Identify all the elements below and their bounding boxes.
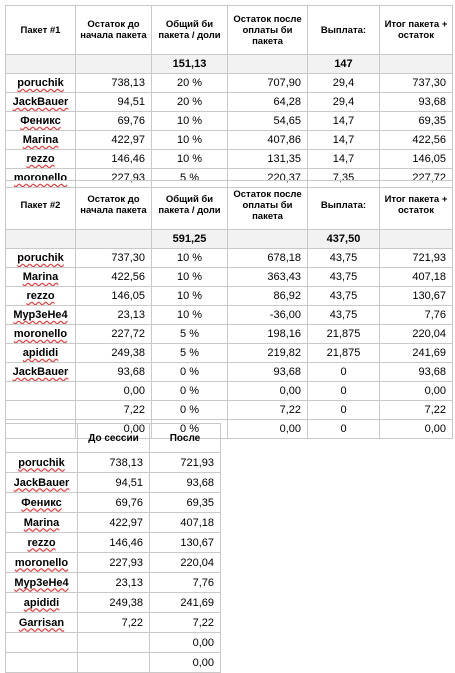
empty-cell[interactable] — [76, 55, 152, 74]
payout-cell[interactable]: 43,75 — [308, 249, 380, 268]
share-cell[interactable]: 10 % — [152, 249, 228, 268]
start-balance-cell[interactable]: 23,13 — [76, 306, 152, 325]
table-row — [6, 493, 221, 513]
after-payment-cell[interactable]: 64,28 — [228, 93, 308, 112]
summary-body — [6, 453, 221, 673]
packet-2-total-bi[interactable]: 591,25 — [152, 230, 228, 249]
table-row — [6, 382, 453, 401]
table-row — [6, 112, 453, 131]
empty-cell[interactable] — [228, 55, 308, 74]
player-name: Garrisan — [18, 616, 65, 629]
payout-cell[interactable]: 21,875 — [308, 325, 380, 344]
player-name: rezzo — [26, 153, 55, 165]
player-name-cell[interactable] — [6, 93, 76, 112]
start-balance-cell[interactable]: 93,68 — [76, 363, 152, 382]
after-payment-cell[interactable]: 198,16 — [228, 325, 308, 344]
table-row — [6, 74, 453, 93]
after-session-cell[interactable]: 241,69 — [150, 593, 221, 613]
start-balance-cell[interactable]: 227,72 — [76, 325, 152, 344]
after-session-cell[interactable]: 130,67 — [150, 533, 221, 553]
player-name: Marina — [22, 134, 59, 146]
table-row — [6, 453, 221, 473]
table-row — [6, 325, 453, 344]
packet-1-totals-row — [6, 55, 453, 74]
table-row — [6, 533, 221, 553]
player-name: apididi — [23, 596, 60, 609]
header-after-payment[interactable]: Остаток после оплаты би пакета — [228, 181, 308, 230]
after-payment-cell[interactable]: 678,18 — [228, 249, 308, 268]
empty-cell[interactable] — [6, 55, 76, 74]
final-cell[interactable]: 220,04 — [380, 325, 453, 344]
payout-cell[interactable]: 0 — [308, 363, 380, 382]
before-session-cell[interactable]: 738,13 — [78, 453, 150, 473]
player-name: Мур3еНе4 — [14, 576, 69, 589]
before-session-cell[interactable]: 23,13 — [78, 573, 150, 593]
after-payment-cell[interactable]: 54,65 — [228, 112, 308, 131]
player-name: poruchik — [18, 456, 65, 469]
final-cell[interactable]: 7,76 — [380, 306, 453, 325]
after-session-cell[interactable]: 0,00 — [150, 633, 221, 653]
header-after-session[interactable]: После — [150, 424, 221, 453]
share-cell[interactable]: 10 % — [152, 268, 228, 287]
payout-cell[interactable]: 29,4 — [308, 74, 380, 93]
player-name-cell[interactable] — [6, 325, 76, 344]
empty-cell[interactable] — [6, 424, 78, 453]
player-name-cell[interactable] — [6, 249, 76, 268]
share-cell[interactable]: 10 % — [152, 112, 228, 131]
table-row — [6, 653, 221, 673]
payout-cell[interactable]: 0 — [308, 401, 380, 420]
player-name-cell[interactable] — [6, 473, 78, 493]
player-name-cell[interactable] — [6, 453, 78, 473]
table-row — [6, 613, 221, 633]
before-session-cell[interactable]: 146,46 — [78, 533, 150, 553]
player-name-cell[interactable] — [6, 593, 78, 613]
final-cell[interactable]: 721,93 — [380, 249, 453, 268]
table-row — [6, 268, 453, 287]
after-session-cell[interactable]: 93,68 — [150, 473, 221, 493]
final-cell[interactable]: 69,35 — [380, 112, 453, 131]
start-balance-cell[interactable]: 249,38 — [76, 344, 152, 363]
player-name: Феникс — [21, 496, 62, 509]
after-payment-cell[interactable]: 0,00 — [228, 420, 308, 439]
player-name-cell[interactable] — [6, 306, 76, 325]
start-balance-cell[interactable]: 738,13 — [76, 74, 152, 93]
payout-cell[interactable]: 0 — [308, 382, 380, 401]
payout-cell[interactable]: 21,875 — [308, 344, 380, 363]
after-payment-cell[interactable]: 93,68 — [228, 363, 308, 382]
table-row — [6, 93, 453, 112]
payout-cell[interactable]: 14,7 — [308, 150, 380, 169]
player-name: Феникс — [20, 115, 61, 127]
packet-2-total-payout[interactable]: 437,50 — [308, 230, 380, 249]
share-cell[interactable]: 0 % — [152, 363, 228, 382]
start-balance-cell[interactable]: 422,97 — [76, 131, 152, 150]
table-row — [6, 401, 453, 420]
table-row — [6, 150, 453, 169]
share-cell[interactable]: 0 % — [152, 401, 228, 420]
player-name: poruchik — [17, 252, 64, 264]
before-session-cell[interactable]: 249,38 — [78, 593, 150, 613]
player-name-cell[interactable] — [6, 533, 78, 553]
payout-cell[interactable]: 7,35 — [308, 169, 380, 188]
start-balance-cell[interactable]: 146,46 — [76, 150, 152, 169]
after-session-cell[interactable]: 0,00 — [150, 653, 221, 673]
player-name: JackBauer — [13, 476, 70, 489]
player-name-cell[interactable] — [6, 268, 76, 287]
share-cell[interactable]: 20 % — [152, 74, 228, 93]
header-final[interactable]: Итог пакета + остаток — [380, 6, 453, 55]
before-session-cell[interactable]: 94,51 — [78, 473, 150, 493]
empty-cell[interactable] — [380, 55, 453, 74]
table-row — [6, 306, 453, 325]
packet-2-table — [5, 180, 453, 439]
after-payment-cell[interactable]: 707,90 — [228, 74, 308, 93]
player-name-cell[interactable] — [6, 363, 76, 382]
packet-1-total-bi[interactable]: 151,13 — [152, 55, 228, 74]
packet-1-body — [6, 74, 453, 188]
player-name: moronello — [13, 328, 68, 340]
payout-cell[interactable]: 0 — [308, 420, 380, 439]
after-payment-cell[interactable]: 131,35 — [228, 150, 308, 169]
after-session-cell[interactable]: 7,76 — [150, 573, 221, 593]
after-payment-cell[interactable]: 0,00 — [228, 382, 308, 401]
empty-cell[interactable] — [6, 230, 76, 249]
player-name: JackBauer — [12, 96, 69, 108]
final-cell[interactable]: 737,30 — [380, 74, 453, 93]
after-payment-cell[interactable]: -36,00 — [228, 306, 308, 325]
summary-header-row — [6, 424, 221, 453]
packet-1-header-row — [6, 6, 453, 55]
after-payment-cell[interactable]: 220,37 — [228, 169, 308, 188]
packet-2-totals-row — [6, 230, 453, 249]
share-cell[interactable]: 10 % — [152, 150, 228, 169]
start-balance-cell[interactable]: 69,76 — [76, 112, 152, 131]
table-row — [6, 131, 453, 150]
player-name-cell[interactable] — [6, 287, 76, 306]
final-cell[interactable]: 0,00 — [380, 420, 453, 439]
before-session-cell[interactable]: 422,97 — [78, 513, 150, 533]
final-cell[interactable]: 0,00 — [380, 382, 453, 401]
after-payment-cell[interactable]: 7,22 — [228, 401, 308, 420]
after-session-cell[interactable]: 220,04 — [150, 553, 221, 573]
player-name: apididi — [22, 347, 59, 359]
before-session-cell[interactable]: 69,76 — [78, 493, 150, 513]
table-row — [6, 473, 221, 493]
player-name: poruchik — [17, 77, 64, 89]
share-cell[interactable]: 10 % — [152, 131, 228, 150]
final-cell[interactable]: 227,72 — [380, 169, 453, 188]
start-balance-cell[interactable]: 0,00 — [76, 382, 152, 401]
start-balance-cell[interactable]: 94,51 — [76, 93, 152, 112]
table-row — [6, 593, 221, 613]
player-name-cell[interactable] — [6, 493, 78, 513]
after-payment-cell[interactable]: 219,82 — [228, 344, 308, 363]
payout-cell[interactable]: 14,7 — [308, 131, 380, 150]
header-payout[interactable]: Выплата: — [308, 6, 380, 55]
payout-cell[interactable]: 14,7 — [308, 112, 380, 131]
player-name: Marina — [22, 271, 59, 283]
header-start-balance[interactable]: Остаток до начала пакета — [76, 6, 152, 55]
final-cell[interactable]: 93,68 — [380, 93, 453, 112]
packet-1-table — [5, 5, 453, 188]
player-name-cell[interactable] — [6, 112, 76, 131]
share-cell[interactable]: 5 % — [152, 325, 228, 344]
start-balance-cell[interactable]: 7,22 — [76, 401, 152, 420]
packet-2-body — [6, 249, 453, 439]
after-session-cell[interactable]: 407,18 — [150, 513, 221, 533]
payout-cell[interactable]: 43,75 — [308, 268, 380, 287]
player-name-cell[interactable] — [6, 74, 76, 93]
table-row — [6, 287, 453, 306]
header-total-bi[interactable]: Общий би пакета / доли — [152, 6, 228, 55]
after-payment-cell[interactable]: 86,92 — [228, 287, 308, 306]
empty-cell[interactable] — [380, 230, 453, 249]
share-cell[interactable]: 10 % — [152, 287, 228, 306]
after-session-cell[interactable]: 721,93 — [150, 453, 221, 473]
table-row — [6, 513, 221, 533]
payout-cell[interactable]: 43,75 — [308, 306, 380, 325]
header-final[interactable]: Итог пакета + остаток — [380, 181, 453, 230]
player-name: moronello — [14, 556, 69, 569]
packet-1-total-payout[interactable]: 147 — [308, 55, 380, 74]
header-after-payment[interactable]: Остаток после оплаты би пакета — [228, 6, 308, 55]
player-name-cell[interactable] — [6, 553, 78, 573]
share-cell[interactable]: 5 % — [152, 169, 228, 188]
start-balance-cell[interactable]: 227,93 — [76, 169, 152, 188]
player-name: Marina — [23, 516, 60, 529]
player-name-cell[interactable] — [6, 613, 78, 633]
packet-2-title[interactable]: Пакет #2 — [6, 181, 76, 230]
empty-cell[interactable] — [76, 230, 152, 249]
table-row — [6, 573, 221, 593]
final-cell[interactable]: 407,18 — [380, 268, 453, 287]
player-name: JackBauer — [12, 366, 69, 378]
start-balance-cell[interactable]: 422,56 — [76, 268, 152, 287]
share-cell[interactable]: 20 % — [152, 93, 228, 112]
packet-1-title[interactable]: Пакет #1 — [6, 6, 76, 55]
player-name: rezzo — [26, 290, 55, 302]
start-balance-cell[interactable]: 737,30 — [76, 249, 152, 268]
final-cell[interactable]: 130,67 — [380, 287, 453, 306]
table-row — [6, 249, 453, 268]
summary-table — [5, 423, 221, 673]
before-session-cell[interactable] — [78, 653, 150, 673]
header-total-bi[interactable]: Общий би пакета / доли — [152, 181, 228, 230]
table-row — [6, 344, 453, 363]
packet-2-header-row — [6, 181, 453, 230]
player-name-cell[interactable] — [6, 653, 78, 673]
header-payout[interactable]: Выплата: — [308, 181, 380, 230]
after-session-cell[interactable]: 7,22 — [150, 613, 221, 633]
player-name-cell[interactable] — [6, 401, 76, 420]
after-session-cell[interactable]: 69,35 — [150, 493, 221, 513]
player-name-cell[interactable] — [6, 131, 76, 150]
player-name: Мур3еНе4 — [13, 309, 68, 321]
final-cell[interactable]: 422,56 — [380, 131, 453, 150]
start-balance-cell[interactable]: 146,05 — [76, 287, 152, 306]
after-payment-cell[interactable]: 363,43 — [228, 268, 308, 287]
table-row — [6, 553, 221, 573]
before-session-cell[interactable]: 7,22 — [78, 613, 150, 633]
payout-cell[interactable]: 43,75 — [308, 287, 380, 306]
player-name-cell[interactable] — [6, 573, 78, 593]
share-cell[interactable]: 5 % — [152, 344, 228, 363]
header-before-session[interactable]: До сессии — [78, 424, 150, 453]
final-cell[interactable]: 93,68 — [380, 363, 453, 382]
start-balance-cell[interactable]: 0,00 — [76, 420, 152, 439]
share-cell[interactable]: 10 % — [152, 306, 228, 325]
player-name-cell[interactable] — [6, 513, 78, 533]
after-payment-cell[interactable]: 407,86 — [228, 131, 308, 150]
before-session-cell[interactable]: 227,93 — [78, 553, 150, 573]
player-name-cell[interactable] — [6, 150, 76, 169]
player-name: rezzo — [27, 536, 56, 549]
final-cell[interactable]: 7,22 — [380, 401, 453, 420]
final-cell[interactable]: 241,69 — [380, 344, 453, 363]
player-name: moronello — [13, 172, 68, 184]
empty-cell[interactable] — [228, 230, 308, 249]
payout-cell[interactable]: 29,4 — [308, 93, 380, 112]
final-cell[interactable]: 146,05 — [380, 150, 453, 169]
table-row — [6, 363, 453, 382]
player-name-cell[interactable] — [6, 344, 76, 363]
share-cell[interactable]: 0 % — [152, 420, 228, 439]
share-cell[interactable]: 0 % — [152, 382, 228, 401]
player-name-cell[interactable] — [6, 382, 76, 401]
header-start-balance[interactable]: Остаток до начала пакета — [76, 181, 152, 230]
